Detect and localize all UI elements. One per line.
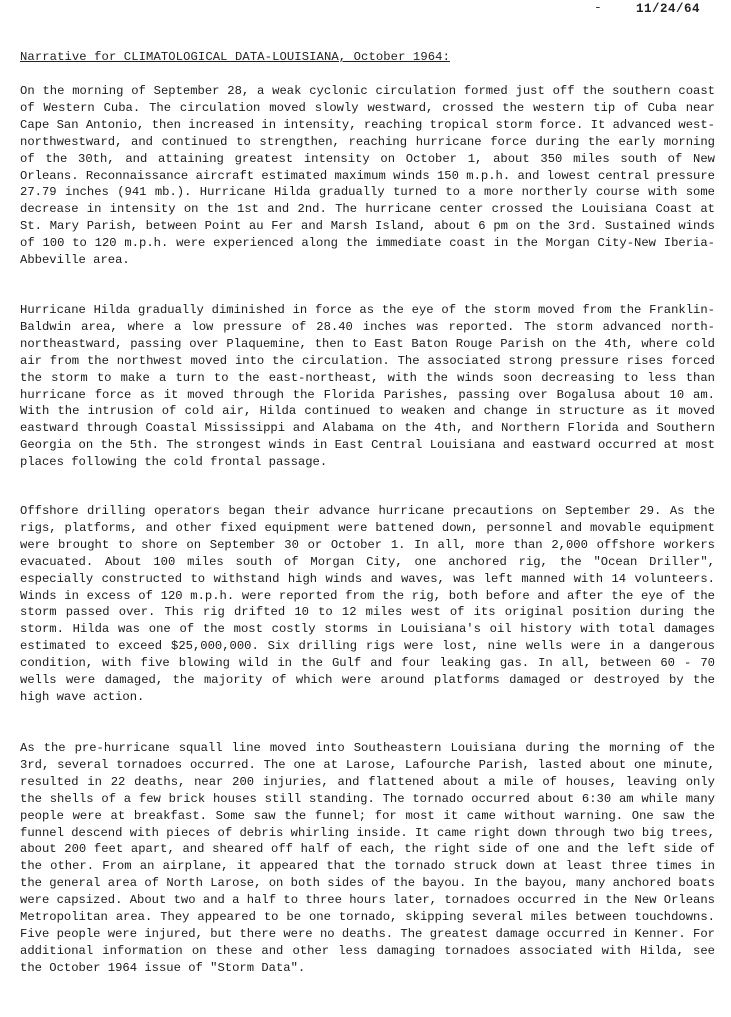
paragraph-hurricane-formation: On the morning of September 28, a weak cyclonic circulation formed just off the southern coast of Western Cuba. The circulation moved slowly westward, crossed the western tip of Cuba near Cape San Antonio, then increased in intensity, reaching tropical storm force. It advanced west-northwestward, and continued to strengthen, reaching hurricane force during the early morning of the 30th, and attaining greatest intensity on October 1, about 350 miles south of New Orleans. Reconnaissance aircraft estimated maximum winds 150 m.p.h. and lowest central pressure 27.79 inches (941 mb.). Hurricane Hilda gradually turned to a more northerly course with some decrease in intensity on the 1st and 2nd. The hurricane center crossed the Louisiana Coast at St. Mary Parish, between Point au Fer and Marsh Island, about 6 pm on the 3rd. Sustained winds of 100 to 120 m.p.h. were experienced along the immediate coast in the Morgan City-New Iberia-Abbeville area. xyxy=(20,84,715,268)
paragraph-tornadoes: As the pre-hurricane squall line moved into Southeastern Louisiana during the morning of the 3rd, several tornadoes occurred. The one at Larose, Lafourche Parish, lasted about one minute, resulted in 22 deaths, near 200 injuries, and flattened about a mile of houses, leaving only the shells of a few brick houses still standing. The tornado occurred about 6:30 am while many people were at breakfast. Some saw the funnel; for most it came without warning. One saw the funnel descend with pieces of debris whirling inside. It came right down through two big trees, about 200 feet apart, and sheared off half of each, the right side of one and the left side of the other. From an airplane, it appeared that the tornado struck down at least three times in the general area of North Larose, on both sides of the bayou. In the bayou, many anchored boats were capsized. About two and a half to three hours later, tornadoes occurred in the New Orleans Metropolitan area. They appeared to be one tornado, skipping several miles between touchdowns. Five people were injured, but there were no deaths. The greatest damage occurred in Kenner. For additional information on these and other less damaging tornadoes associated with Hilda, see the October 1964 issue of "Storm Data". xyxy=(20,741,715,975)
stray-mark: - xyxy=(594,0,602,15)
paragraph-hurricane-weakening: Hurricane Hilda gradually diminished in force as the eye of the storm moved from the Franklin-Baldwin area, where a low pressure of 28.40 inches was reported. The storm advanced north-northeastward, passing over Plaquemine, then to East Baton Rouge Parish on the 4th, where cold air from the northwest moved into the circulation. The associated strong pressure rises forced the storm to make a turn to the east-northeast, with the winds soon decreasing to less than hurricane force as it moved through the Florida Parishes, passing over Bogalusa about 10 am. With the intrusion of cold air, Hilda continued to weaken and change in structure as it moved eastward through Coastal Mississippi and Alabama on the 4th, and Northern Florida and Southern Georgia on the 5th. The strongest winds in East Central Louisiana and eastward occurred at most places following the cold frontal passage. xyxy=(20,303,715,470)
document-date: 11/24/64 xyxy=(636,2,701,16)
document-title: Narrative for CLIMATOLOGICAL DATA-LOUISIANA, October 1964: xyxy=(20,50,450,64)
paragraph-offshore-drilling: Offshore drilling operators began their advance hurricane precautions on September 29. As the rigs, platforms, and other fixed equipment were battened down, personnel and movable equipment were brought to shore on September 30 or October 1. In all, more than 2,000 offshore workers evacuated. About 100 miles south of Morgan City, one anchored rig, the "Ocean Driller", especially constructed to withstand high winds and waves, was left manned with 14 volunteers. Winds in excess of 120 m.p.h. were reported from the rig, both before and after the eye of the storm passed over. This rig drifted 10 to 12 miles west of its original position during the storm. Hilda was one of the most costly storms in Louisiana's oil history with total damages estimated to exceed $25,000,000. Six drilling rigs were lost, nine wells were in a dangerous condition, with five blowing wild in the Gulf and four leaking gas. In all, between 60 - 70 wells were damaged, the majority of which were around platforms damaged or destroyed by the high wave action. xyxy=(20,504,715,704)
